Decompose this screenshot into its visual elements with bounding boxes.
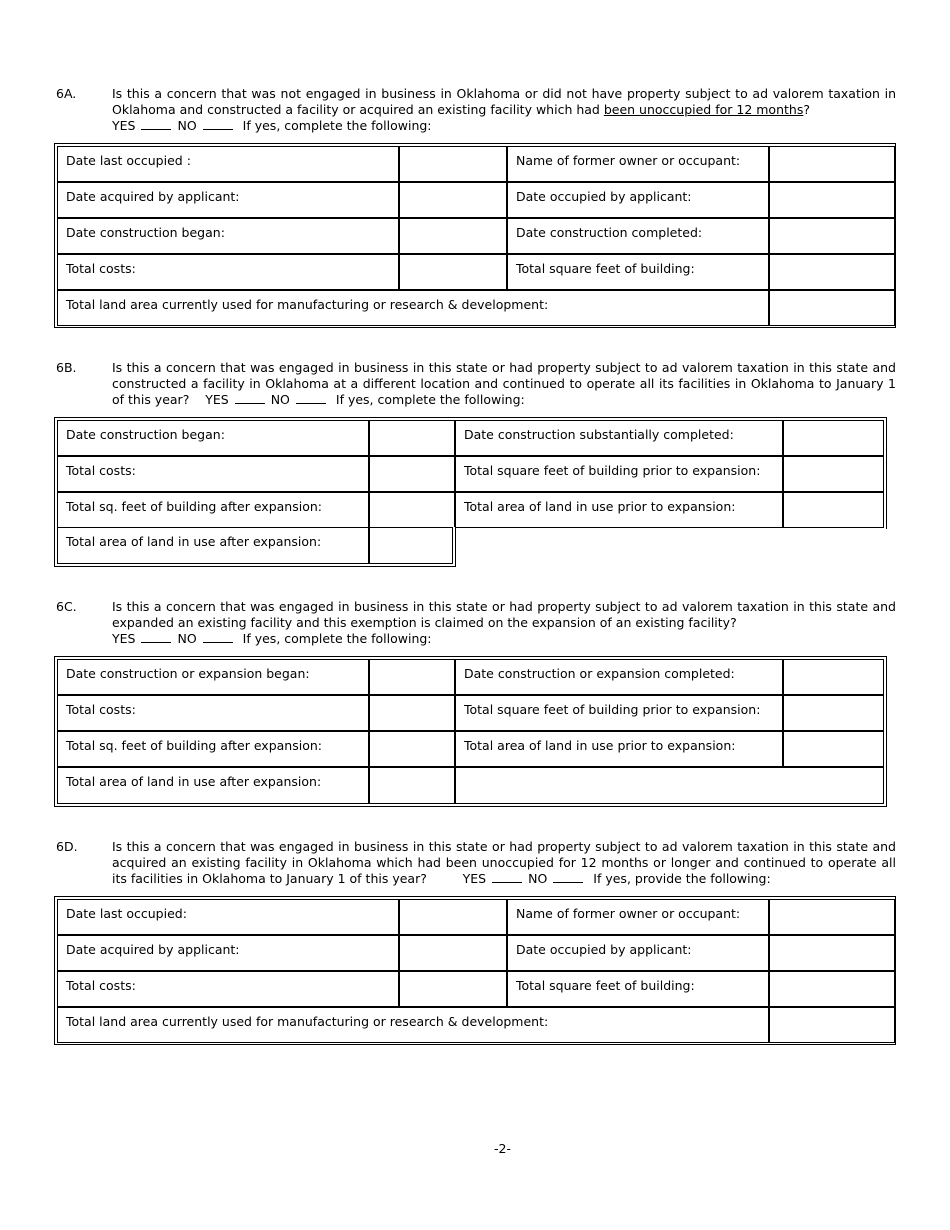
question-6a-underlined: been unoccupied for 12 months — [603, 102, 804, 117]
yes-blank-6b[interactable] — [235, 392, 265, 404]
label-sqft-prior-6c: Total square feet of building prior to expansion: — [455, 695, 783, 731]
yes-label-6b: YES — [205, 392, 229, 407]
label-total-costs-6d: Total costs: — [57, 971, 399, 1007]
question-6c — [56, 599, 896, 647]
label-land-area-6d: Total land area currently used for manufacturing or research & development: — [57, 1007, 769, 1043]
question-6b-number: 6B. — [56, 360, 77, 375]
input-sqft-after-6c[interactable] — [369, 731, 455, 767]
blank-cell-6c — [455, 767, 884, 804]
no-blank-6c[interactable] — [203, 631, 233, 643]
input-sqft-prior-6c[interactable] — [783, 695, 884, 731]
label-former-owner-6a: Name of former owner or occupant: — [507, 146, 769, 182]
input-date-occupied-6a[interactable] — [769, 182, 895, 218]
yes-label-6a: YES — [112, 118, 136, 133]
input-land-area-6d[interactable] — [769, 1007, 895, 1043]
label-construction-substantially-completed-6b: Date construction substantially completed: — [455, 420, 783, 456]
input-land-area-6a[interactable] — [769, 290, 895, 326]
yes-blank-6a[interactable] — [141, 118, 171, 130]
input-date-acquired-6a[interactable] — [399, 182, 507, 218]
input-expansion-completed-6c[interactable] — [783, 659, 884, 695]
label-land-prior-6b: Total area of land in use prior to expansion: — [455, 492, 783, 528]
no-blank-6d[interactable] — [553, 871, 583, 883]
question-6c-text: Is this a concern that was engaged in business in this state or had property subject to ad valorem taxation in this state and expanded an existing facility and this exemption is claimed on the expansion of an existing facility? — [112, 599, 896, 630]
input-land-prior-6b[interactable] — [783, 492, 884, 528]
label-total-sqft-6a: Total square feet of building: — [507, 254, 769, 290]
input-sqft-after-6b[interactable] — [369, 492, 455, 528]
table-6d — [54, 896, 896, 1045]
label-construction-completed-6a: Date construction completed: — [507, 218, 769, 254]
input-land-after-6b[interactable] — [369, 527, 453, 564]
label-land-area-6a: Total land area currently used for manufacturing or research & development: — [57, 290, 769, 326]
label-sqft-after-6c: Total sq. feet of building after expansion: — [57, 731, 369, 767]
input-date-acquired-6d[interactable] — [399, 935, 507, 971]
input-construction-substantially-completed-6b[interactable] — [783, 420, 884, 456]
label-total-sqft-6d: Total square feet of building: — [507, 971, 769, 1007]
input-construction-completed-6a[interactable] — [769, 218, 895, 254]
input-total-sqft-6d[interactable] — [769, 971, 895, 1007]
label-sqft-prior-6b: Total square feet of building prior to expansion: — [455, 456, 783, 492]
question-6a — [56, 86, 896, 134]
question-6d — [56, 839, 896, 887]
instruction-6b: If yes, complete the following: — [335, 392, 525, 407]
yes-label-6d: YES — [462, 871, 487, 886]
input-construction-began-6b[interactable] — [369, 420, 455, 456]
input-total-costs-6d[interactable] — [399, 971, 507, 1007]
table-6a — [54, 143, 896, 328]
label-date-last-occupied-6d: Date last occupied: — [57, 899, 399, 935]
input-construction-began-6a[interactable] — [399, 218, 507, 254]
question-6c-number: 6C. — [56, 599, 77, 614]
instruction-6a: If yes, complete the following: — [242, 118, 432, 133]
label-total-costs-6b: Total costs: — [57, 456, 369, 492]
label-construction-began-6a: Date construction began: — [57, 218, 399, 254]
no-blank-6b[interactable] — [296, 392, 326, 404]
no-label-6c: NO — [177, 631, 197, 646]
question-6d-number: 6D. — [56, 839, 78, 854]
table-6b — [54, 417, 887, 529]
input-date-last-occupied-6d[interactable] — [399, 899, 507, 935]
no-label-6b: NO — [270, 392, 290, 407]
no-label-6a: NO — [177, 118, 197, 133]
no-blank-6a[interactable] — [203, 118, 233, 130]
label-date-acquired-6a: Date acquired by applicant: — [57, 182, 399, 218]
input-total-costs-6c[interactable] — [369, 695, 455, 731]
input-former-owner-6d[interactable] — [769, 899, 895, 935]
question-6d-text: Is this a concern that was engaged in business in this state or had property subject to ad valorem taxation in this state and acquired an existing facility in Oklahoma which had been unoccupied for 12 months or longer and continued to operate all its facilities in Oklahoma to January 1 of this year? — [112, 839, 896, 886]
question-6a-number: 6A. — [56, 86, 77, 101]
label-date-last-occupied-6a: Date last occupied : — [57, 146, 399, 182]
input-former-owner-6a[interactable] — [769, 146, 895, 182]
input-date-last-occupied-6a[interactable] — [399, 146, 507, 182]
input-total-costs-6a[interactable] — [399, 254, 507, 290]
yes-blank-6c[interactable] — [141, 631, 171, 643]
label-date-occupied-6a: Date occupied by applicant: — [507, 182, 769, 218]
yes-blank-6d[interactable] — [492, 871, 522, 883]
label-land-after-6b: Total area of land in use after expansion: — [57, 527, 369, 564]
label-date-acquired-6d: Date acquired by applicant: — [57, 935, 399, 971]
label-expansion-completed-6c: Date construction or expansion completed: — [455, 659, 783, 695]
no-label-6d: NO — [528, 871, 548, 886]
label-land-prior-6c: Total area of land in use prior to expansion: — [455, 731, 783, 767]
label-land-after-6c: Total area of land in use after expansion: — [57, 767, 369, 804]
instruction-6c: If yes, complete the following: — [242, 631, 432, 646]
label-total-costs-6c: Total costs: — [57, 695, 369, 731]
label-former-owner-6d: Name of former owner or occupant: — [507, 899, 769, 935]
input-total-costs-6b[interactable] — [369, 456, 455, 492]
question-6a-text: Is this a concern that was not engaged in business in Oklahoma or did not have property subject to ad valorem taxation in Oklahoma and constructed a facility or acquired an existing facility which had — [112, 86, 896, 117]
table-6b-last-row — [54, 527, 456, 567]
label-construction-began-6b: Date construction began: — [57, 420, 369, 456]
input-sqft-prior-6b[interactable] — [783, 456, 884, 492]
label-total-costs-6a: Total costs: — [57, 254, 399, 290]
question-6b — [56, 360, 896, 408]
label-expansion-began-6c: Date construction or expansion began: — [57, 659, 369, 695]
input-land-after-6c[interactable] — [369, 767, 455, 804]
table-6c — [54, 656, 887, 807]
instruction-6d: If yes, provide the following: — [593, 871, 771, 886]
label-sqft-after-6b: Total sq. feet of building after expansion: — [57, 492, 369, 528]
question-6a-end: ? — [803, 102, 810, 117]
label-date-occupied-6d: Date occupied by applicant: — [507, 935, 769, 971]
yes-label-6c: YES — [112, 631, 136, 646]
page-number: -2- — [494, 1141, 511, 1156]
input-date-occupied-6d[interactable] — [769, 935, 895, 971]
input-total-sqft-6a[interactable] — [769, 254, 895, 290]
input-land-prior-6c[interactable] — [783, 731, 884, 767]
question-6b-text: Is this a concern that was engaged in business in this state or had property subject to ad valorem taxation in this state and constructed a facility in Oklahoma at a different location and continued to operate all its facilities in Oklahoma to January 1 of this year? — [112, 360, 896, 407]
input-expansion-began-6c[interactable] — [369, 659, 455, 695]
